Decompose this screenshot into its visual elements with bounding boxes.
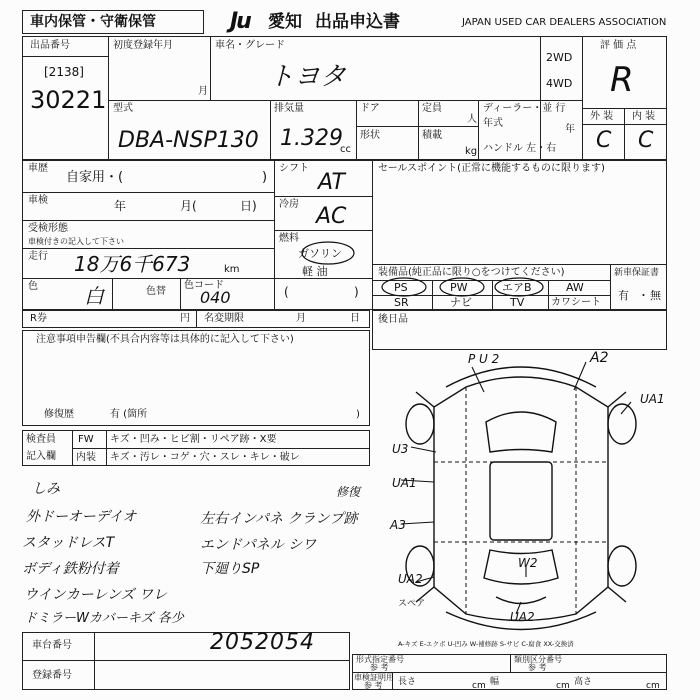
inspector-row2: キズ・汚レ・コゲ・穴・スレ・キレ・破レ: [110, 452, 300, 463]
exterior-label: 外 装: [590, 111, 614, 122]
transfer-month: 月: [296, 313, 306, 324]
equip-aw: AW: [566, 281, 584, 294]
damage-legend: A-キズ E-エクボ U-凹み W-補修跡 S-サビ C-腐食 XX-交換済: [398, 640, 574, 648]
length-label: 長さ: [398, 677, 417, 687]
year-label: 年式: [483, 118, 503, 129]
color-value: 白: [84, 284, 104, 308]
equip-leather: カワシート: [551, 297, 601, 308]
month-suffix: 月: [198, 86, 208, 97]
chassis-value: 2052054: [210, 630, 315, 655]
chassis-label: 車台番号: [32, 640, 72, 651]
remark-4: ボディ鉄粉付着: [22, 561, 119, 577]
cert-ref: 参 考: [364, 681, 383, 690]
warranty-no: 無: [650, 289, 661, 302]
ju-logo: Ju: [230, 9, 250, 34]
type-cert-label: 形式指定番号: [356, 655, 404, 664]
color-code-label: 色コード: [184, 280, 224, 291]
repair-label: 修復歴: [44, 409, 74, 420]
car-name-label: 車名・グレード: [215, 40, 285, 51]
auction-sheet: 車内保管・守衛保管 Ju 愛知 出品申込書 JAPAN USED CAR DEALERS ASSOCIATION 出品番号 [2138] 30221 初度登録年月 月 車名・グレード トヨタ 2WD 4WD 型式 DBA-NSP130 排気量 1.329 cc ドア 形状 定員 人 積載 kg ディーラー・並 行 年式 年 ハンドル 左・右 評 価 点 R 外 装 内 装 C C 車歴 自家用・( ) 車検 年 月( 日) 受検形態 車検付きの記入して下さい 走行 18万6千673 km 色 白 色替 色コード 040 シフト AT 冷房 AC 燃料 ガソリン 軽 油 ( ) セールスポイント(正常に機能するものに限ります) 装備品(純正品に限り○をつけてください) PS PW エアB AW SR ナビ TV カワシート 新車保証書 有 無 ・ R券 円 名変期限 月 日 注意事項申告欄(不具合内容等は具体的に記入して下さい) 修復歴 有 (箇所 ) 後日品 検査員 記入欄 FW キズ・凹み・ヒビ割・リペア跡・X要 内装 キズ・汚レ・コゲ・穴・スレ・キレ・破レ しみ 外ドーオーデイオ スタッドレスT ボディ鉄粉付着 ウインカーレンズ ワレ ドミラーWカバーキズ 各少 修復 左右インパネ クランプ跡 エンドパネル シワ 下廻りSP P U 2 A2 UA1 U3 UA1 A3 W2 UA2 スペア UA2 A-キズ E-エクボ U-凹み W-補修跡 S-サビ C-腐食 XX-交換済 車台番号 2052054 登録番号 形式指定番号 参 考 類別区分番号 参 考 車検証明用 参 考 長さ cm 幅 cm 高さ cm: [0, 0, 700, 700]
car-damage-diagram: [376, 352, 666, 632]
transfer-day: 日: [350, 313, 360, 324]
history-close: ): [262, 170, 268, 185]
remark-1: しみ: [32, 481, 60, 497]
history-label: 車歴: [28, 163, 48, 174]
notes-label: 注意事項申告欄(不具合内容等は具体的に記入して下さい): [36, 334, 294, 345]
remark-6: ドミラーWカバーキズ 各少: [24, 611, 184, 626]
delivery-label: 受検形態: [28, 223, 68, 234]
width-label: 幅: [490, 677, 500, 687]
load-label: 積載: [422, 130, 442, 141]
remark-right-4: 下廻りSP: [200, 561, 260, 577]
ac-label: 冷房: [279, 199, 299, 210]
drive-4wd: 4WD: [546, 77, 573, 90]
registration-number-label: 登録番号: [32, 670, 72, 681]
width-cm: cm: [556, 681, 570, 691]
fuel-label: 燃料: [279, 233, 299, 244]
color-code-value: 040: [200, 288, 231, 307]
mark-a3: A3: [390, 518, 406, 532]
handle-label: ハンドル 左・右: [483, 143, 557, 154]
displacement-label: 排気量: [274, 103, 304, 114]
equipment-circle-marks: [380, 276, 548, 298]
remark-2: 外ドーオーデイオ: [26, 509, 137, 525]
first-reg-label: 初度登録年月: [113, 40, 173, 51]
equip-sr: SR: [394, 296, 409, 309]
transfer-label: 名変期限: [204, 313, 244, 324]
equip-navi: ナビ: [450, 296, 472, 309]
inspection-year: 年: [114, 199, 127, 213]
exterior-grade: C: [596, 128, 612, 153]
cc-unit: cc: [340, 144, 351, 155]
warranty-label: 新車保証書: [614, 268, 660, 278]
fuel-paren-open: (: [284, 285, 289, 299]
mark-a2-top: A2: [590, 350, 609, 366]
history-value: 自家用・(: [66, 170, 124, 185]
capacity-label: 定員: [422, 103, 442, 114]
inspection-month: 月(: [180, 199, 197, 213]
shift-value: AT: [318, 170, 345, 195]
equip-pw: PW: [450, 281, 468, 294]
lot-number: 30221: [30, 86, 107, 114]
storage-label: 車内保管・守衛保管: [30, 14, 156, 30]
fuel-gasoline: ガソリン: [298, 247, 342, 260]
height-label: 高さ: [574, 677, 593, 687]
mark-u3: U3: [392, 442, 409, 456]
spare-label: スペア: [398, 599, 426, 609]
cert-label: 車検証明用: [354, 673, 394, 682]
car-name-value: トヨタ: [268, 62, 347, 92]
post-sale-box: [372, 310, 667, 350]
shape-label: 形状: [360, 130, 380, 141]
inspector-row1: キズ・凹み・ヒビ割・リペア跡・X要: [110, 434, 277, 445]
inspection-day: 日): [240, 199, 257, 213]
color-change-label: 色替: [146, 286, 166, 297]
displacement-value: 1.329: [280, 126, 343, 151]
repair-close: ): [356, 409, 360, 420]
post-sale-label: 後日品: [378, 314, 408, 325]
mark-ua1-right: UA1: [640, 392, 665, 406]
selling-points-label: セールスポイント(正常に機能するものに限ります): [378, 163, 605, 174]
category-label: 類別区分番号: [514, 655, 562, 664]
logo-city: 愛知: [268, 12, 302, 32]
lot-code: [2138]: [44, 65, 84, 79]
equip-tv: TV: [510, 296, 525, 309]
rating-label: 評 価 点: [600, 40, 637, 51]
height-cm: cm: [646, 681, 660, 691]
fuel-light-oil: 軽 油: [302, 265, 328, 278]
sheet-title: 出品申込書: [315, 12, 400, 32]
model-label: 型式: [113, 103, 133, 114]
interior-label: 内 装: [632, 111, 656, 122]
remark-right-3: エンドパネル シワ: [200, 537, 317, 553]
length-cm: cm: [472, 681, 486, 691]
association-name: JAPAN USED CAR DEALERS ASSOCIATION: [462, 17, 667, 28]
year-unit: 年: [565, 124, 575, 135]
dealer-label: ディーラー・並 行: [483, 103, 566, 114]
inspector-label-1: 検査員: [26, 434, 56, 445]
mileage-value: 18万6千673: [74, 252, 191, 276]
r-ticket-yen: 円: [180, 313, 190, 324]
shift-label: シフト: [279, 163, 309, 174]
delivery-note: 車検付きの記入して下さい: [28, 237, 124, 246]
person-unit: 人: [467, 114, 477, 125]
inspector-row1-head: FW: [78, 434, 94, 445]
repair-value: 有 (箇所: [110, 409, 148, 420]
remark-5: ウインカーレンズ ワレ: [24, 587, 167, 603]
ac-value: AC: [316, 204, 347, 229]
remark-right-2: 左右インパネ クランプ跡: [200, 511, 358, 527]
remark-right-1: 修復: [336, 485, 361, 499]
inspection-label: 車検: [28, 195, 48, 206]
drive-2wd: 2WD: [546, 51, 573, 64]
inspector-row2-head: 内装: [76, 452, 96, 463]
mark-ua1-left: UA1: [392, 476, 417, 490]
mark-w2: W2: [518, 556, 538, 570]
door-label: ドア: [360, 103, 380, 114]
mark-pu2: P U 2: [468, 352, 500, 366]
kg-unit: kg: [465, 146, 478, 157]
lot-label: 出品番号: [30, 40, 70, 51]
r-ticket-label: R券: [30, 313, 47, 324]
type-cert-ref: 参 考: [370, 663, 389, 672]
model-value: DBA-NSP130: [118, 128, 259, 153]
km-unit: km: [224, 264, 240, 275]
color-label: 色: [28, 281, 38, 292]
fuel-paren-close: ): [354, 285, 359, 299]
equip-ps: PS: [394, 281, 408, 294]
fuel-circle-mark: [300, 240, 356, 266]
interior-grade: C: [638, 128, 654, 153]
warranty-yes: 有: [618, 289, 629, 302]
mileage-label: 走行: [28, 251, 48, 262]
equip-airbag: エアB: [502, 281, 532, 294]
inspector-label-2: 記入欄: [26, 451, 56, 462]
mark-ua2-left: UA2: [398, 572, 423, 586]
category-ref: 参 考: [528, 663, 547, 672]
rating-overall: R: [610, 60, 634, 100]
mark-ua2-bottom: UA2: [510, 610, 535, 624]
remark-3: スタッドレスT: [22, 535, 115, 551]
equipment-label: 装備品(純正品に限り○をつけてください): [378, 267, 565, 278]
